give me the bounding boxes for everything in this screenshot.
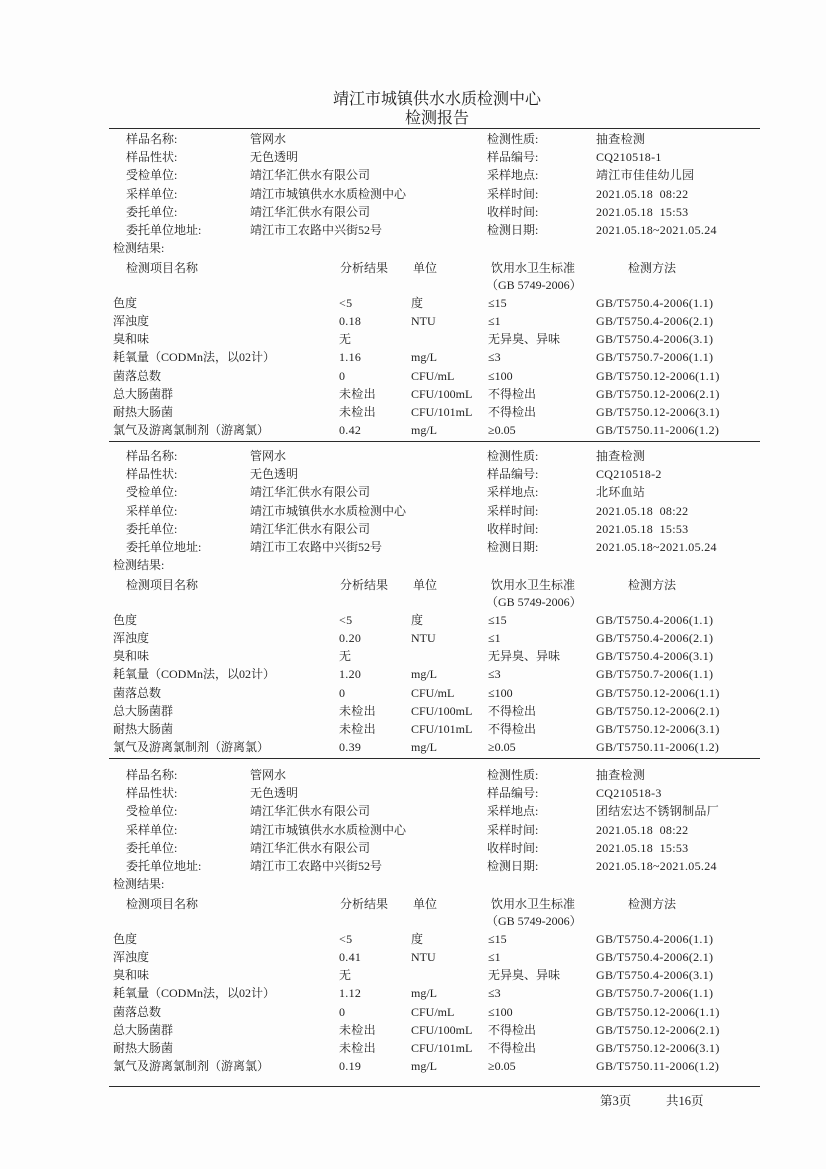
- info-label: 采样地点:: [487, 168, 539, 183]
- result-standard: ≥0.05: [488, 1059, 516, 1074]
- result-unit: CFU/101mL: [411, 405, 473, 419]
- info-value: 靖江华汇供水有限公司: [250, 485, 371, 500]
- info-label: 采样时间:: [487, 822, 539, 837]
- result-value: <5: [339, 612, 353, 627]
- result-method: GB/T5750.11-2006(1.2): [596, 740, 720, 755]
- result-value: <5: [339, 295, 353, 310]
- info-value: CQ210518-3: [596, 786, 662, 801]
- info-label: 委托单位地址:: [126, 859, 202, 873]
- info-label: 委托单位:: [126, 840, 178, 855]
- result-method: GB/T5750.12-2006(2.1): [596, 1022, 720, 1037]
- result-method: GB/T5750.4-2006(3.1): [596, 968, 714, 983]
- info-value: 2021.05.18~2021.05.24: [596, 223, 717, 237]
- result-standard: ≤1: [488, 631, 501, 645]
- results-label: 检测结果:: [113, 877, 165, 892]
- info-label: 样品性状:: [126, 150, 178, 165]
- result-standard: ≤100: [488, 685, 513, 700]
- column-header-standard-ref: （GB 5749-2006）: [486, 914, 582, 929]
- result-method: GB/T5750.12-2006(2.1): [596, 386, 720, 401]
- info-value: 靖江市城镇供水水质检测中心: [250, 503, 407, 518]
- results-label: 检测结果:: [113, 241, 165, 256]
- result-value: 1.20: [339, 667, 362, 682]
- column-header-standard-ref: （GB 5749-2006）: [486, 595, 582, 610]
- result-unit: mg/L: [411, 667, 437, 682]
- column-header-standard: 饮用水卫生标准: [491, 896, 576, 911]
- info-value: 管网水: [250, 449, 287, 463]
- result-item-name: 耐热大肠菌: [113, 1041, 174, 1055]
- result-unit: CFU/101mL: [411, 1041, 473, 1055]
- result-value: 0: [339, 1004, 346, 1019]
- info-value: 靖江市工农路中兴街52号: [250, 223, 383, 237]
- info-value: 靖江市佳佳幼儿园: [596, 168, 695, 183]
- result-item-name: 臭和味: [113, 968, 150, 983]
- column-header-result: 分析结果: [340, 896, 389, 911]
- info-label: 样品性状:: [126, 467, 178, 482]
- column-header-standard: 饮用水卫生标准: [491, 577, 576, 592]
- report-title: 检测报告: [404, 110, 469, 127]
- info-label: 委托单位:: [126, 521, 178, 536]
- result-item-name: 氯气及游离氯制剂（游离氯）: [113, 423, 270, 438]
- info-label: 收样时间:: [487, 204, 539, 219]
- page-total: 共16页: [666, 1094, 704, 1108]
- info-label: 样品名称:: [126, 132, 178, 146]
- result-item-name: 菌落总数: [113, 685, 162, 700]
- info-value: 2021.05.18 15:53: [596, 521, 689, 536]
- result-value: 0.39: [339, 740, 362, 755]
- info-value: 靖江华汇供水有限公司: [250, 204, 371, 219]
- result-unit: mg/L: [411, 1059, 437, 1074]
- result-unit: mg/L: [411, 350, 437, 365]
- result-unit: CFU/101mL: [411, 722, 473, 736]
- result-item-name: 氯气及游离氯制剂（游离氯）: [113, 740, 270, 755]
- result-standard: ≤1: [488, 314, 501, 328]
- result-standard: 不得检出: [488, 386, 537, 401]
- result-standard: ≤100: [488, 1004, 513, 1019]
- result-unit: NTU: [411, 314, 436, 328]
- column-header-unit: 单位: [413, 260, 438, 275]
- column-header-result: 分析结果: [340, 260, 389, 275]
- info-value: 2021.05.18~2021.05.24: [596, 859, 717, 873]
- info-label: 采样单位:: [126, 186, 178, 201]
- info-label: 采样地点:: [487, 485, 539, 500]
- info-label: 受检单位:: [126, 804, 178, 819]
- column-header-result: 分析结果: [340, 577, 389, 592]
- column-header-item: 检测项目名称: [126, 260, 199, 275]
- info-value: 靖江市工农路中兴街52号: [250, 859, 383, 873]
- result-value: 0.20: [339, 631, 362, 645]
- result-method: GB/T5750.7-2006(1.1): [596, 986, 714, 1001]
- info-value: CQ210518-1: [596, 150, 662, 165]
- info-value: 无色透明: [250, 786, 299, 801]
- info-value: 2021.05.18 08:22: [596, 503, 689, 518]
- result-unit: NTU: [411, 950, 436, 964]
- header-divider: [109, 128, 760, 129]
- info-value: 靖江市城镇供水水质检测中心: [250, 186, 407, 201]
- result-standard: 无异臭、异味: [488, 649, 561, 664]
- info-value: 靖江市城镇供水水质检测中心: [250, 822, 407, 837]
- result-value: 未检出: [339, 1022, 376, 1037]
- result-method: GB/T5750.4-2006(3.1): [596, 649, 714, 664]
- result-item-name: 浑浊度: [113, 631, 150, 645]
- info-label: 样品编号:: [487, 150, 539, 165]
- result-standard: 不得检出: [488, 1041, 537, 1055]
- info-label: 采样单位:: [126, 822, 178, 837]
- result-unit: CFU/100mL: [411, 386, 473, 401]
- info-label: 收样时间:: [487, 521, 539, 536]
- result-item-name: 总大肠菌群: [113, 386, 174, 401]
- result-value: 未检出: [339, 703, 376, 718]
- info-label: 样品编号:: [487, 467, 539, 482]
- result-item-name: 耗氧量（CODMn法，以02计）: [113, 986, 276, 1001]
- result-unit: 度: [411, 931, 424, 946]
- result-standard: ≤100: [488, 368, 513, 383]
- result-value: 无: [339, 649, 352, 664]
- result-unit: CFU/100mL: [411, 1022, 473, 1037]
- info-label: 采样地点:: [487, 804, 539, 819]
- result-unit: CFU/mL: [411, 685, 455, 700]
- info-value: 无色透明: [250, 150, 299, 165]
- result-method: GB/T5750.12-2006(3.1): [596, 1041, 720, 1055]
- result-value: 0: [339, 685, 346, 700]
- result-method: GB/T5750.12-2006(3.1): [596, 722, 720, 736]
- info-label: 收样时间:: [487, 840, 539, 855]
- result-method: GB/T5750.4-2006(3.1): [596, 332, 714, 347]
- info-value: 无色透明: [250, 467, 299, 482]
- result-value: 0.19: [339, 1059, 362, 1074]
- info-label: 检测性质:: [487, 768, 539, 782]
- result-method: GB/T5750.12-2006(1.1): [596, 368, 720, 383]
- result-unit: CFU/mL: [411, 1004, 455, 1019]
- result-value: 未检出: [339, 405, 376, 419]
- info-value: CQ210518-2: [596, 467, 662, 482]
- results-label: 检测结果:: [113, 558, 165, 573]
- result-value: 0: [339, 368, 346, 383]
- result-standard: ≥0.05: [488, 740, 516, 755]
- result-standard: 无异臭、异味: [488, 332, 561, 347]
- info-value: 靖江华汇供水有限公司: [250, 168, 371, 183]
- info-value: 2021.05.18 15:53: [596, 204, 689, 219]
- info-label: 受检单位:: [126, 168, 178, 183]
- result-method: GB/T5750.4-2006(2.1): [596, 314, 714, 328]
- info-label: 采样时间:: [487, 503, 539, 518]
- result-unit: mg/L: [411, 740, 437, 755]
- result-value: 无: [339, 968, 352, 983]
- result-item-name: 耗氧量（CODMn法，以02计）: [113, 667, 276, 682]
- result-method: GB/T5750.12-2006(3.1): [596, 405, 720, 419]
- info-value: 抽查检测: [596, 132, 646, 146]
- info-value: 2021.05.18 15:53: [596, 840, 689, 855]
- info-value: 2021.05.18 08:22: [596, 186, 689, 201]
- result-standard: 不得检出: [488, 703, 537, 718]
- result-unit: CFU/100mL: [411, 703, 473, 718]
- column-header-standard-ref: （GB 5749-2006）: [486, 278, 582, 293]
- result-item-name: 浑浊度: [113, 950, 150, 964]
- result-value: 无: [339, 332, 352, 347]
- info-value: 抽查检测: [596, 449, 646, 463]
- result-item-name: 臭和味: [113, 649, 150, 664]
- result-item-name: 总大肠菌群: [113, 1022, 174, 1037]
- result-item-name: 臭和味: [113, 332, 150, 347]
- result-item-name: 色度: [113, 612, 138, 627]
- info-label: 检测日期:: [487, 223, 539, 237]
- info-label: 样品性状:: [126, 786, 178, 801]
- sample-divider: [109, 441, 760, 442]
- info-label: 委托单位地址:: [126, 540, 202, 554]
- result-item-name: 菌落总数: [113, 1004, 162, 1019]
- info-label: 样品名称:: [126, 449, 178, 463]
- info-value: 2021.05.18~2021.05.24: [596, 540, 717, 554]
- sample-divider: [109, 758, 760, 759]
- result-item-name: 耗氧量（CODMn法，以02计）: [113, 350, 276, 365]
- result-value: 未检出: [339, 722, 376, 736]
- result-unit: mg/L: [411, 423, 437, 438]
- column-header-unit: 单位: [413, 896, 438, 911]
- info-value: 团结宏达不锈钢制品厂: [596, 804, 720, 819]
- info-label: 检测日期:: [487, 540, 539, 554]
- result-method: GB/T5750.12-2006(1.1): [596, 685, 720, 700]
- info-value: 靖江市工农路中兴街52号: [250, 540, 383, 554]
- result-item-name: 氯气及游离氯制剂（游离氯）: [113, 1059, 270, 1074]
- info-label: 采样单位:: [126, 503, 178, 518]
- result-unit: 度: [411, 295, 424, 310]
- result-item-name: 耐热大肠菌: [113, 405, 174, 419]
- result-standard: ≤3: [488, 667, 501, 682]
- result-standard: ≤15: [488, 931, 507, 946]
- info-label: 检测性质:: [487, 132, 539, 146]
- result-unit: 度: [411, 612, 424, 627]
- result-method: GB/T5750.4-2006(1.1): [596, 931, 714, 946]
- result-unit: mg/L: [411, 986, 437, 1001]
- result-value: 1.12: [339, 986, 362, 1001]
- info-label: 采样时间:: [487, 186, 539, 201]
- info-value: 北环血站: [596, 485, 646, 500]
- column-header-item: 检测项目名称: [126, 896, 199, 911]
- info-label: 委托单位:: [126, 204, 178, 219]
- report-org-title: 靖江市城镇供水水质检测中心: [332, 91, 541, 108]
- result-item-name: 菌落总数: [113, 368, 162, 383]
- result-method: GB/T5750.11-2006(1.2): [596, 1059, 720, 1074]
- result-standard: 无异臭、异味: [488, 968, 561, 983]
- info-value: 靖江华汇供水有限公司: [250, 804, 371, 819]
- column-header-method: 检测方法: [628, 260, 677, 275]
- info-label: 检测性质:: [487, 449, 539, 463]
- result-method: GB/T5750.7-2006(1.1): [596, 350, 714, 365]
- result-standard: ≤15: [488, 295, 507, 310]
- column-header-unit: 单位: [413, 577, 438, 592]
- info-value: 2021.05.18 08:22: [596, 822, 689, 837]
- footer-divider: [109, 1086, 760, 1087]
- result-method: GB/T5750.12-2006(2.1): [596, 703, 720, 718]
- info-value: 抽查检测: [596, 768, 646, 782]
- result-item-name: 浑浊度: [113, 314, 150, 328]
- result-method: GB/T5750.4-2006(2.1): [596, 950, 714, 964]
- result-standard: ≤3: [488, 986, 501, 1001]
- result-standard: 不得检出: [488, 722, 537, 736]
- result-value: 0.18: [339, 314, 362, 328]
- result-item-name: 耐热大肠菌: [113, 722, 174, 736]
- result-value: 0.41: [339, 950, 362, 964]
- result-value: <5: [339, 931, 353, 946]
- result-value: 未检出: [339, 386, 376, 401]
- info-label: 委托单位地址:: [126, 223, 202, 237]
- result-unit: CFU/mL: [411, 368, 455, 383]
- info-value: 管网水: [250, 132, 287, 146]
- column-header-item: 检测项目名称: [126, 577, 199, 592]
- result-standard: ≤3: [488, 350, 501, 365]
- result-method: GB/T5750.7-2006(1.1): [596, 667, 714, 682]
- result-standard: ≥0.05: [488, 423, 516, 438]
- result-standard: ≤1: [488, 950, 501, 964]
- result-standard: 不得检出: [488, 405, 537, 419]
- result-method: GB/T5750.4-2006(2.1): [596, 631, 714, 645]
- info-value: 管网水: [250, 768, 287, 782]
- info-value: 靖江华汇供水有限公司: [250, 521, 371, 536]
- info-label: 检测日期:: [487, 859, 539, 873]
- column-header-method: 检测方法: [628, 577, 677, 592]
- result-method: GB/T5750.12-2006(1.1): [596, 1004, 720, 1019]
- column-header-method: 检测方法: [628, 896, 677, 911]
- result-value: 1.16: [339, 350, 362, 365]
- result-standard: ≤15: [488, 612, 507, 627]
- info-label: 受检单位:: [126, 485, 178, 500]
- result-method: GB/T5750.11-2006(1.2): [596, 423, 720, 438]
- result-method: GB/T5750.4-2006(1.1): [596, 612, 714, 627]
- page-number: 第3页: [600, 1094, 632, 1108]
- info-value: 靖江华汇供水有限公司: [250, 840, 371, 855]
- info-label: 样品编号:: [487, 786, 539, 801]
- result-standard: 不得检出: [488, 1022, 537, 1037]
- result-unit: NTU: [411, 631, 436, 645]
- column-header-standard: 饮用水卫生标准: [491, 260, 576, 275]
- result-value: 未检出: [339, 1041, 376, 1055]
- result-method: GB/T5750.4-2006(1.1): [596, 295, 714, 310]
- result-item-name: 总大肠菌群: [113, 703, 174, 718]
- result-value: 0.42: [339, 423, 362, 438]
- info-label: 样品名称:: [126, 768, 178, 782]
- result-item-name: 色度: [113, 295, 138, 310]
- result-item-name: 色度: [113, 931, 138, 946]
